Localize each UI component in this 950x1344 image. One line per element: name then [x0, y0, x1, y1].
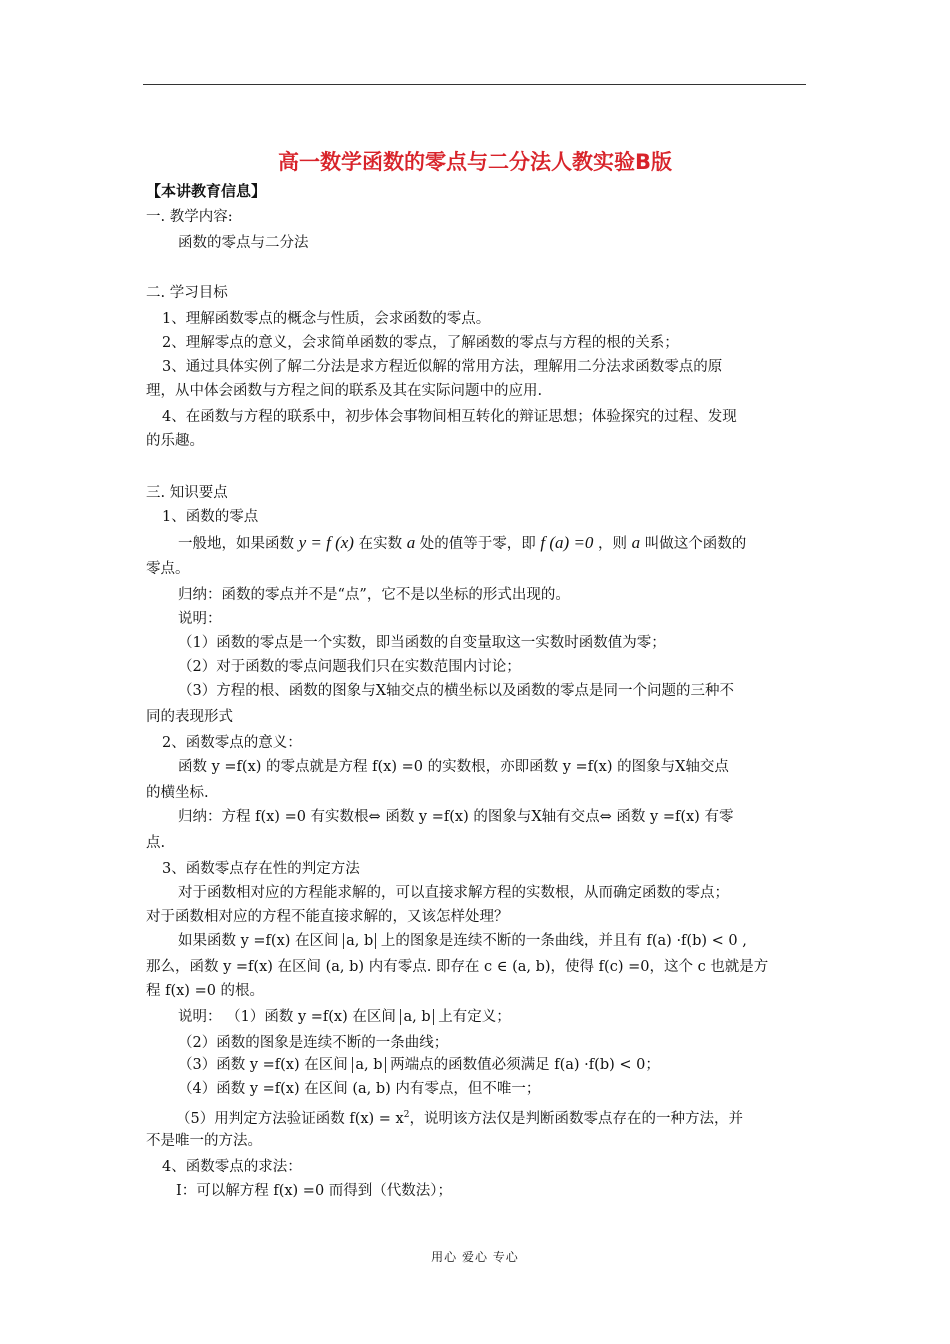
existence-theorem-line2: 那么，函数 y =f(x) 在区间 (a, b) 内有零点. 即存在 c ∈ (a, b)，使得 f(c) =0，这个 c 也就是方: [146, 959, 769, 975]
closed-interval: a, b: [343, 933, 376, 949]
existence-theorem-line1: [178, 930, 747, 952]
existence-intro-line2: 对于函数相对应的方程不能直接求解的，又该怎样处理？: [146, 909, 509, 925]
zero-note-1: （1）函数的零点是一个实数，即当函数的自变量取这一实数时函数值为零；: [178, 635, 666, 651]
theorem-text2: 上的图象是连续不断的一条曲线，并且有 f(a) ·f(b) < 0 ,: [380, 933, 747, 949]
note1-text2: 上有定义；: [438, 1009, 511, 1025]
existence-note-3: [178, 1054, 660, 1076]
knowledge1-heading: 1、函数的零点: [162, 509, 259, 525]
solve-method-1: Ⅰ：可以解方程 f(x) =0 而得到（代数法）；: [176, 1183, 453, 1199]
knowledge2-heading: 2、函数零点的意义：: [162, 735, 302, 751]
meaning-summary-line2: 点.: [146, 835, 166, 851]
page-footer: 用心 爱心 专心: [431, 1250, 519, 1264]
zero-def-text2: 在实数: [358, 536, 403, 552]
goal-4-line2: 的乐趣。: [146, 433, 204, 449]
note5-text1: （5）用判定方法验证函数 f(x) = x: [176, 1110, 404, 1127]
goal-1: 1、理解函数零点的概念与性质，会求函数的零点。: [162, 311, 491, 327]
zero-definition: [178, 532, 746, 555]
header-rule: [143, 84, 806, 85]
existence-theorem-line3: 程 f(x) =0 的根。: [146, 983, 265, 999]
page-title: 高一数学函数的零点与二分法人教实验B版: [277, 150, 672, 174]
note5-exponent: 2: [403, 1110, 410, 1120]
knowledge4-heading: 4、函数零点的求法：: [162, 1159, 302, 1175]
goal-3-line1: 3、通过具体实例了解二分法是求方程近似解的常用方法，理解用二分法求函数零点的原: [162, 359, 723, 375]
zero-def-text5: 叫做这个函数的: [644, 536, 747, 552]
zero-def-math4: a: [631, 533, 641, 552]
zero-note-label: 说明：: [178, 611, 222, 627]
zero-def-text1: 一般地，如果函数: [178, 536, 294, 552]
existence-note-2: （2）函数的图象是连续不断的一条曲线；: [178, 1035, 449, 1051]
knowledge3-heading: 3、函数零点存在性的判定方法: [162, 861, 360, 877]
meaning-line1: 函数 y =f(x) 的零点就是方程 f(x) =0 的实数根，亦即函数 y =f(x) 的图象与X轴交点: [178, 759, 729, 775]
goal-4-line1: 4、在函数与方程的联系中，初步体会事物间相互转化的辩证思想；体验探究的过程、发现: [162, 409, 737, 425]
goal-2: 2、理解零点的意义，会求简单函数的零点，了解函数的零点与方程的根的关系；: [162, 335, 679, 351]
note5-text2: ，说明该方法仅是判断函数零点存在的一种方法，并: [409, 1110, 743, 1127]
zero-note-3-line2: 同的表现形式: [146, 709, 233, 725]
existence-note-1: [178, 1006, 511, 1028]
theorem-text1: 如果函数 y =f(x) 在区间: [178, 933, 339, 949]
zero-def-math1: y = f (x): [298, 533, 354, 552]
existence-intro-line1: 对于函数相对应的方程能求解的，可以直接求解方程的实数根，从而确定函数的零点；: [178, 885, 729, 901]
zero-def-text4: ，则: [598, 536, 628, 552]
zero-note-2: （2）对于函数的零点问题我们只在实数范围内讨论；: [178, 659, 521, 675]
zero-def-math2: a: [406, 533, 416, 552]
section3-heading: 三. 知识要点: [146, 485, 228, 501]
info-header: 【本讲教育信息】: [146, 182, 267, 200]
meaning-line2: 的横坐标.: [146, 785, 209, 801]
note1-interval: a, b: [400, 1009, 433, 1025]
note3-interval: a, b: [352, 1057, 385, 1073]
note1-text1: 说明： （1）函数 y =f(x) 在区间: [178, 1009, 396, 1025]
existence-note-5-line1: [176, 1104, 743, 1130]
note3-text2: 两端点的函数值必须满足 f(a) ·f(b) < 0；: [390, 1057, 660, 1073]
existence-note-4: （4）函数 y =f(x) 在区间 (a, b) 内有零点，但不唯一；: [178, 1081, 541, 1097]
zero-def-text3: 处的值等于零，即: [419, 536, 536, 552]
existence-note-5-line2: 不是唯一的方法。: [146, 1133, 262, 1149]
section1-body: 函数的零点与二分法: [178, 235, 309, 251]
zero-note-3-line1: （3）方程的根、函数的图象与X轴交点的横坐标以及函数的零点是同一个问题的三种不: [178, 683, 735, 699]
section2-heading: 二. 学习目标: [146, 285, 228, 301]
zero-definition-line2: 零点。: [146, 561, 190, 577]
section1-heading: 一. 教学内容:: [146, 209, 233, 225]
zero-summary: 归纳：函数的零点并不是“点”，它不是以坐标的形式出现的。: [178, 587, 570, 603]
meaning-summary-line1: 归纳：方程 f(x) =0 有实数根⇔ 函数 y =f(x) 的图象与X轴有交点⇔ 函数 y =f(x) 有零: [178, 809, 734, 825]
zero-def-math3: f (a) =0: [540, 533, 594, 552]
note3-text1: （3）函数 y =f(x) 在区间: [178, 1057, 348, 1073]
goal-3-line2: 理，从中体会函数与方程之间的联系及其在实际问题中的应用.: [146, 383, 543, 399]
